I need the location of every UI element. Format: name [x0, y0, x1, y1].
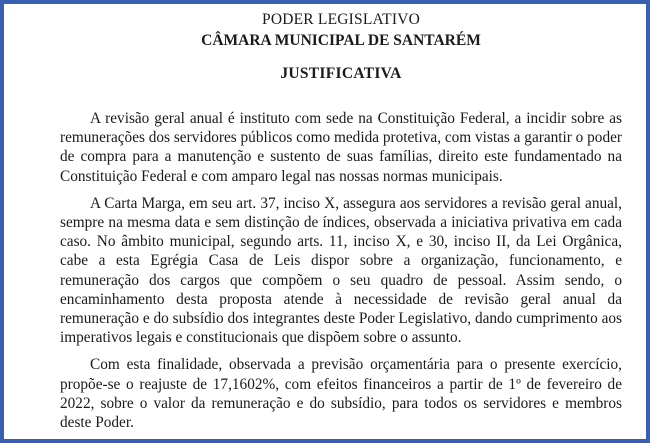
document-body	[60, 109, 622, 432]
paragraph-2: A Carta Marga, em seu art. 37, inciso X, assegura aos servidores a revisão geral anual, sempre na mesma data e sem distinção de índices, observada a iniciativa privativa em cada caso. No âmbito municipal, segundo arts. 11, inciso X, e 30, inciso II, da Lei Orgânica, cabe a esta Egrégia Casa de Leis dispor sobre a organização, funcionamento, e remuneração dos cargos que compõem o seu quadro de pessoal. Assim sendo, o encaminhamento desta proposta atende à necessidade de revisão geral anual da remuneração e do subsídio dos integrantes deste Poder Legislativo, dando cumprimento aos imperativos legais e constitucionais que dispõem sobre o assunto.	[60, 194, 622, 347]
paragraph-1: A revisão geral anual é instituto com sede na Constituição Federal, a incidir sobre as remunerações dos servidores públicos como medida protetiva, com vistas a garantir o poder de compra para a manutenção e sustento de suas famílias, direito este fundamentado na Constituição Federal e com amparo legal nas nossas normas municipais.	[60, 110, 622, 185]
document-page	[60, 10, 622, 440]
paragraph-3: Com esta finalidade, observada a previsão orçamentária para o presente exercício, propõe-se o reajuste de 17,1602%, com efeitos financeiros a partir de 1º de fevereiro de 2022, sobre o valor da remuneração e do subsídio, para todos os servidores e membros deste Poder.	[60, 356, 622, 432]
document-title: JUSTIFICATIVA	[280, 65, 402, 82]
header-institution: PODER LEGISLATIVO	[262, 11, 420, 28]
header-chamber: CÂMARA MUNICIPAL DE SANTARÉM	[201, 32, 481, 49]
